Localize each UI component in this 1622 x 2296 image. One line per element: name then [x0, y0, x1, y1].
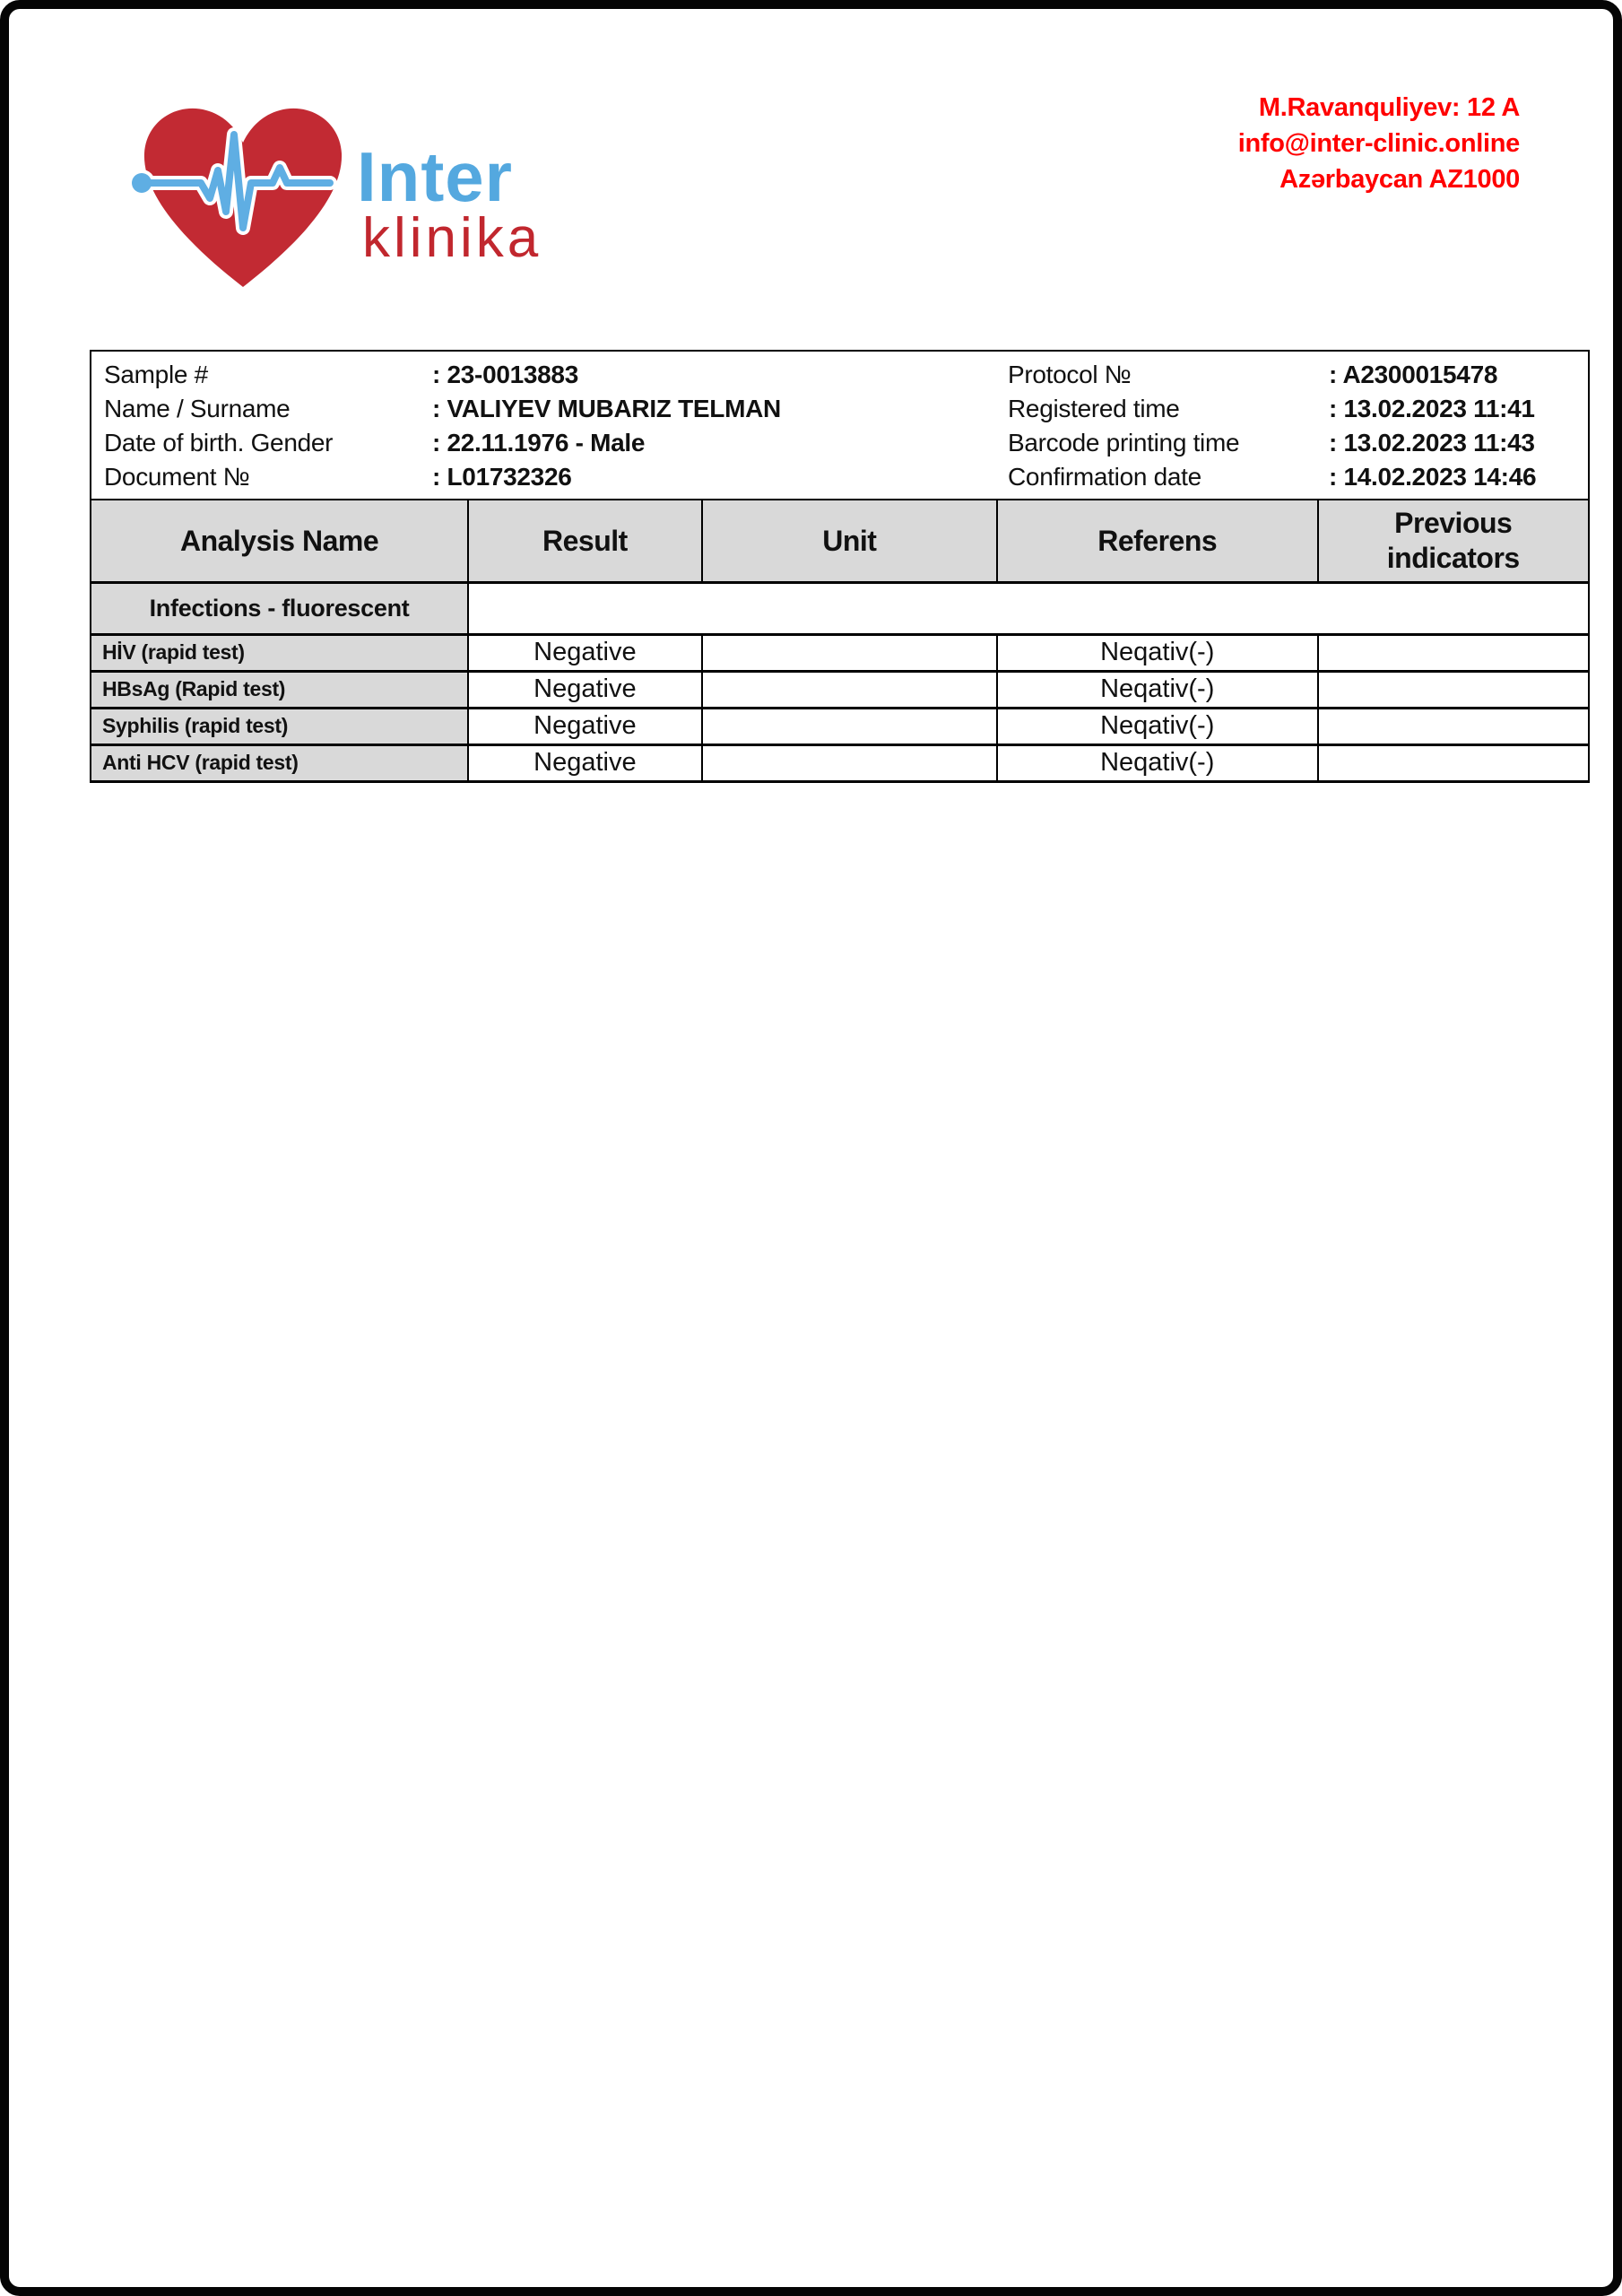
analysis-result: Negative — [468, 708, 702, 744]
analysis-name: Syphilis (rapid test) — [91, 708, 468, 744]
contact-address: M.Ravanquliyev: 12 A — [1258, 93, 1520, 122]
analysis-referens: Neqativ(-) — [997, 634, 1318, 671]
info-label-sample: Sample # — [104, 361, 208, 388]
info-value-document: : L01732326 — [432, 463, 572, 491]
analysis-result: Negative — [468, 744, 702, 781]
section-row-spacer — [468, 582, 1589, 634]
brand-name-klinika: klinika — [362, 207, 542, 269]
analysis-unit — [702, 671, 997, 708]
analysis-previous — [1318, 744, 1589, 781]
contact-email: info@inter-clinic.online — [1237, 129, 1520, 158]
table-row-syphilis — [91, 708, 1589, 744]
analysis-previous — [1318, 708, 1589, 744]
table-row-anti-hcv — [91, 744, 1589, 781]
analysis-result: Negative — [468, 671, 702, 708]
analysis-referens: Neqativ(-) — [997, 671, 1318, 708]
results-table — [90, 499, 1590, 783]
info-value-name: : VALIYEV MUBARIZ TELMAN — [432, 395, 781, 422]
analysis-result: Negative — [468, 634, 702, 671]
info-label-document: Document № — [104, 463, 250, 491]
info-label-protocol: Protocol № — [1008, 361, 1132, 388]
info-value-registered: : 13.02.2023 11:41 — [1329, 395, 1535, 422]
patient-info-box — [90, 350, 1590, 500]
header-referens: Referens — [997, 500, 1318, 582]
analysis-previous — [1318, 671, 1589, 708]
info-label-name: Name / Surname — [104, 395, 291, 422]
contact-country: Azərbaycan AZ1000 — [1279, 165, 1520, 194]
info-value-protocol: : A2300015478 — [1329, 361, 1498, 388]
info-label-barcode: Barcode printing time — [1008, 429, 1240, 457]
table-row-hbsag — [91, 671, 1589, 708]
analysis-name: HİV (rapid test) — [91, 634, 468, 671]
analysis-referens: Neqativ(-) — [997, 708, 1318, 744]
header-result: Result — [468, 500, 702, 582]
info-label-birth: Date of birth. Gender — [104, 429, 334, 457]
info-value-sample: : 23-0013883 — [432, 361, 578, 388]
analysis-name: Anti HCV (rapid test) — [91, 744, 468, 781]
header-analysis-name: Analysis Name — [91, 500, 468, 582]
info-label-registered: Registered time — [1008, 395, 1180, 422]
info-value-confirmation: : 14.02.2023 14:46 — [1329, 463, 1537, 491]
analysis-unit — [702, 744, 997, 781]
analysis-unit — [702, 708, 997, 744]
info-value-birth: : 22.11.1976 - Male — [432, 429, 646, 457]
section-title: Infections - fluorescent — [91, 582, 468, 634]
section-row — [91, 582, 1589, 634]
results-header-row — [91, 500, 1589, 582]
analysis-name: HBsAg (Rapid test) — [91, 671, 468, 708]
header-unit: Unit — [702, 500, 997, 582]
clinic-logo — [131, 93, 597, 300]
header-previous-indicators: Previous indicators — [1318, 500, 1589, 582]
heart-ekg-icon — [131, 97, 355, 296]
clinic-contact-block — [1238, 90, 1520, 197]
analysis-previous — [1318, 634, 1589, 671]
info-value-barcode: : 13.02.2023 11:43 — [1329, 429, 1535, 457]
info-label-confirmation: Confirmation date — [1008, 463, 1201, 491]
brand-name-inter: Inter — [357, 137, 514, 216]
table-row-hiv — [91, 634, 1589, 671]
analysis-referens: Neqativ(-) — [997, 744, 1318, 781]
analysis-unit — [702, 634, 997, 671]
